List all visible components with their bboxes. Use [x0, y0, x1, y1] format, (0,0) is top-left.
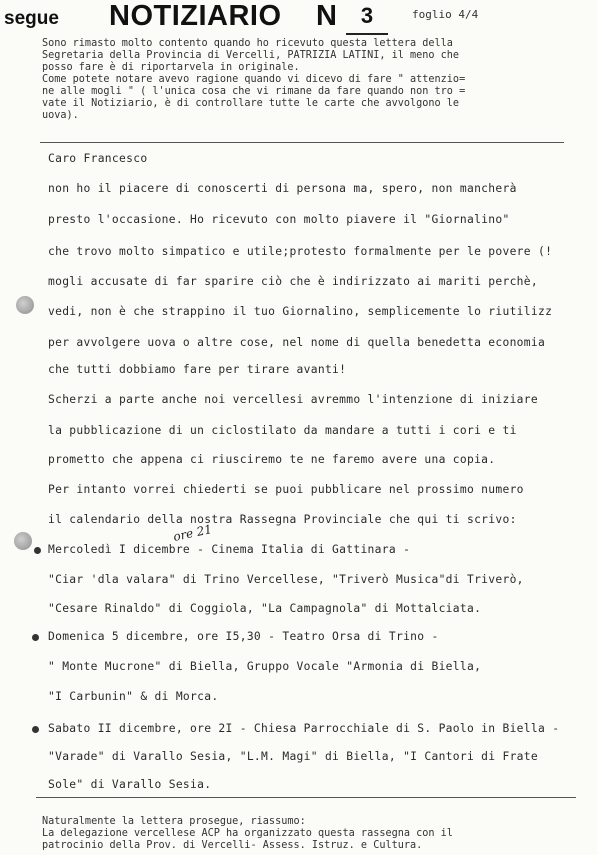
- intro-line: Sono rimasto molto contento quando ho ricevuto questa lettera della: [42, 38, 453, 49]
- event-line: "Varade" di Varallo Sesia, "L.M. Magi" di Biella, "I Cantori di Frate: [48, 750, 538, 763]
- intro-line: ne alle mogli " ( l'unica cosa che vi rimane da fare quando non tro =: [42, 86, 466, 97]
- issue-label: N: [316, 0, 337, 32]
- intro-line: vate il Notiziario, è di controllare tutte le carte che avvolgono le: [42, 98, 460, 109]
- event-line: Sabato II dicembre, ore 2I - Chiesa Parrocchiale di S. Paolo in Biella -: [48, 722, 560, 735]
- letter-line: mogli accusate di far sparire ciò che è indirizzato ai mariti perchè,: [48, 275, 538, 288]
- page-indicator: foglio 4/4: [412, 8, 479, 21]
- letter-line: che trovo molto simpatico e utile;protesto formalmente per le povere (!: [48, 245, 553, 258]
- event-line: Domenica 5 dicembre, ore I5,30 - Teatro Orsa di Trino -: [48, 630, 439, 643]
- letter-line: presto l'occasione. Ho ricevuto con molto piavere il "Giornalino": [48, 213, 510, 226]
- event-line: Mercoledì I dicembre - Cinema Italia di Gattinara -: [48, 543, 411, 556]
- divider-top: [40, 142, 564, 143]
- bullet-marker: [32, 726, 39, 733]
- bullet-marker: [34, 547, 41, 554]
- punch-hole: [14, 532, 32, 550]
- letter-line: per avvolgere uova o altre cose, nel nome di quella benedetta economia: [48, 336, 546, 349]
- letter-line: che tutti dobbiamo fare per tirare avanti!: [48, 363, 347, 376]
- newsletter-title: NOTIZIARIO: [109, 0, 282, 32]
- issue-number: 3: [346, 3, 388, 35]
- event-line: Sole" di Varallo Sesia.: [48, 778, 212, 791]
- letter-greeting: Caro Francesco: [48, 152, 148, 165]
- event-line: " Monte Mucrone" di Biella, Gruppo Vocale "Armonia di Biella,: [48, 660, 482, 673]
- intro-line: Segretaria della Provincia di Vercelli, PATRIZIA LATINI, il meno che: [42, 50, 460, 61]
- footer-line: Naturalmente la lettera prosegue, riassumo:: [42, 816, 306, 827]
- intro-line: Come potete notare avevo ragione quando vi dicevo di fare " attenzio=: [42, 74, 466, 85]
- event-line: "Ciar 'dla valara" di Trino Vercellese, "Triverò Musica"di Triverò,: [48, 573, 524, 586]
- letter-line: Per intanto vorrei chiederti se puoi pubblicare nel prossimo numero: [48, 483, 524, 496]
- event-line: "I Carbunin" & di Morca.: [48, 690, 219, 703]
- intro-line: uova).: [42, 110, 79, 121]
- letter-line: non ho il piacere di conoscerti di persona ma, spero, non mancherà: [48, 182, 517, 195]
- bullet-marker: [32, 634, 39, 641]
- event-line: "Cesare Rinaldo" di Coggiola, "La Campagnola" di Mottalciata.: [48, 602, 482, 615]
- footer-line: patrocinio della Prov. di Vercelli- Assess. Istruz. e Cultura.: [42, 840, 423, 851]
- letter-line: prometto che appena ci riusciremo te ne faremo avere una copia.: [48, 453, 496, 466]
- header-segue: segue: [4, 8, 59, 29]
- letter-line: Scherzi a parte anche noi vercellesi avremmo l'intenzione di iniziare: [48, 393, 538, 406]
- footer-line: La delegazione vercellese ACP ha organizzato questa rassegna con il: [42, 828, 453, 839]
- intro-line: posso fare è di riportarvela in originale.: [42, 62, 300, 73]
- letter-line: il calendario della nostra Rassegna Provinciale che qui ti scrivo:: [48, 513, 517, 526]
- letter-line: la pubblicazione di un ciclostilato da mandare a tutti i cori e ti: [48, 424, 517, 437]
- letter-line: vedi, non è che strappino il tuo Giornalino, semplicemente lo riutilizz: [48, 305, 553, 318]
- handwritten-note: ore 21: [171, 522, 214, 544]
- punch-hole: [16, 296, 34, 314]
- divider-bottom: [36, 797, 576, 798]
